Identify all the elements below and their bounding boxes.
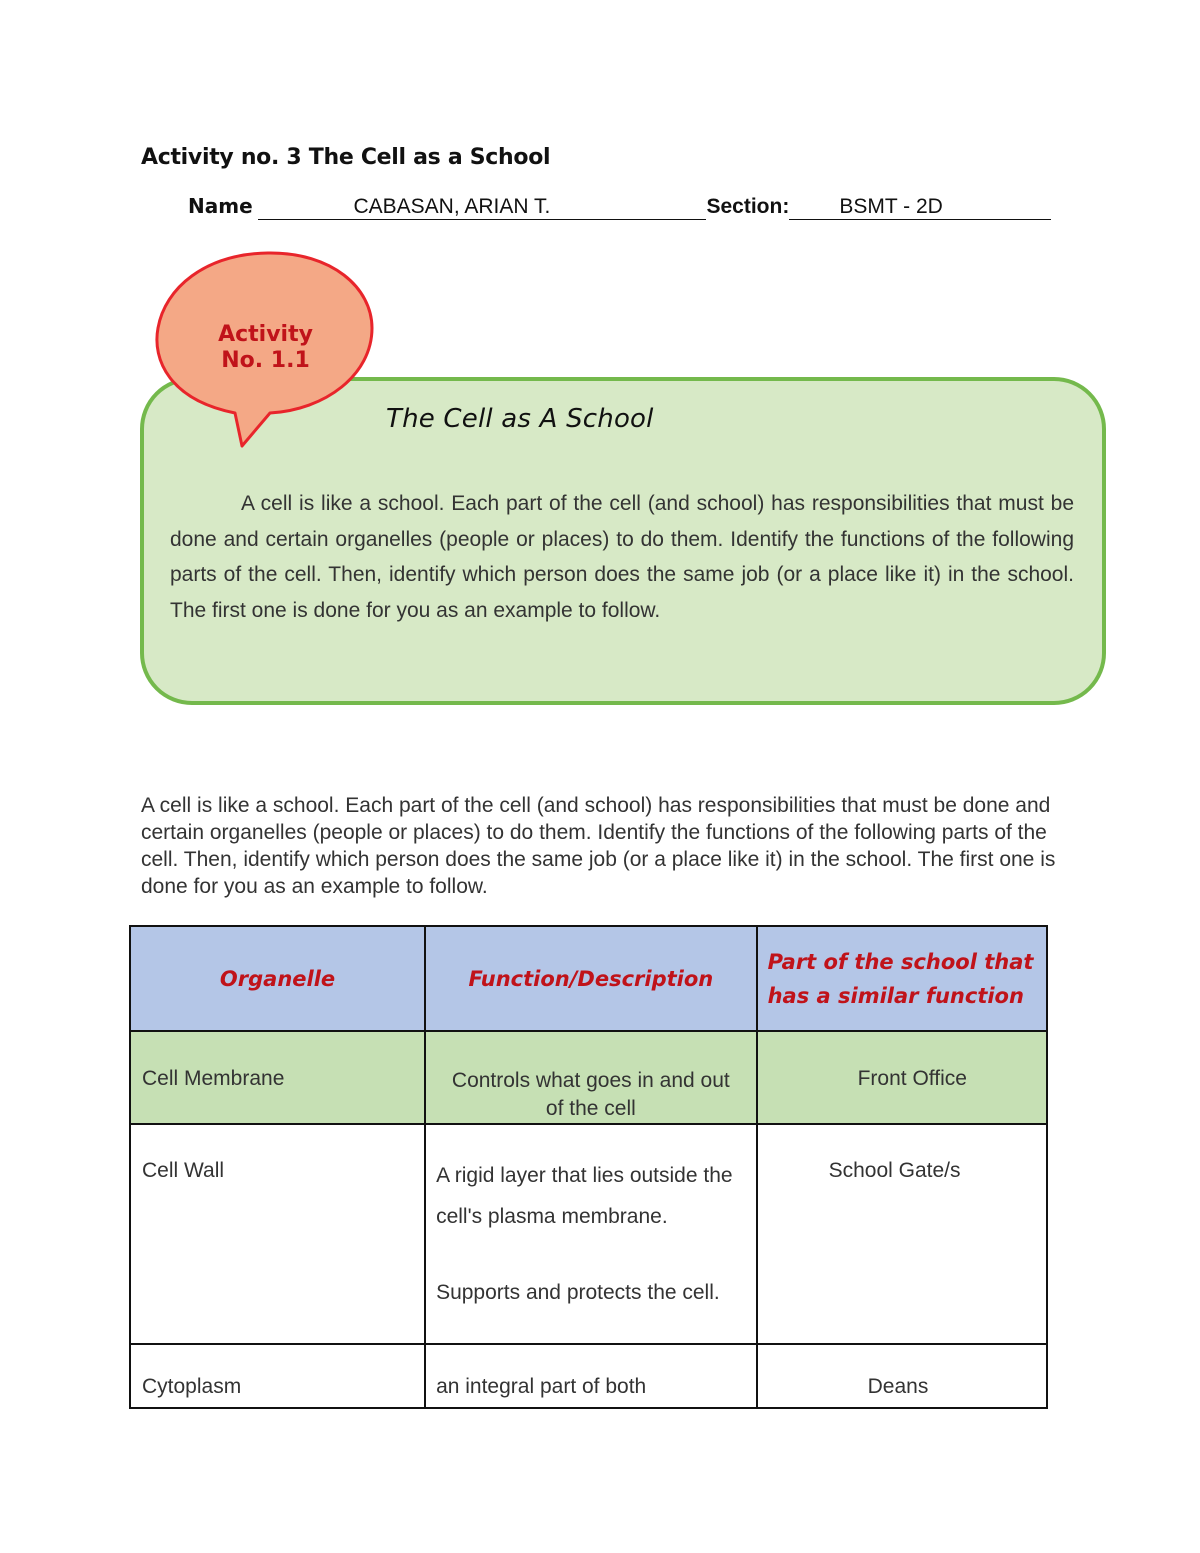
bubble-line-2: No. 1.1	[221, 348, 310, 373]
cell-organelle	[130, 1344, 425, 1408]
page-title: Activity no. 3 The Cell as a School	[141, 145, 551, 170]
function-text: Controls what goes in and out of the cell	[451, 1069, 730, 1120]
header-function	[425, 926, 757, 1031]
cell-function[interactable]	[425, 1344, 757, 1408]
activity-bubble-label	[193, 322, 338, 374]
table-row	[130, 1031, 1047, 1124]
header-organelle	[130, 926, 425, 1031]
school-part-text: School Gate/s	[828, 1159, 961, 1182]
bubble-line-1: Activity	[218, 322, 313, 347]
header-function-text: Function/Description	[468, 966, 714, 991]
name-label: Name	[188, 194, 253, 218]
table-row	[130, 1344, 1047, 1408]
box-paragraph: A cell is like a school. Each part of the cell (and school) has responsibilities that must be done and certain organelles (people or places) to do them. Identify the functions of the following parts of the cell. Then, identify which person does the same job (or a place like it) in the school. The first one is done for you as an example to follow.	[170, 492, 1074, 622]
header-organelle-text: Organelle	[219, 966, 336, 991]
organelle-text: Cell Membrane	[142, 1067, 285, 1090]
name-field[interactable]: CABASAN, ARIAN T.	[258, 195, 706, 220]
cell-function[interactable]	[425, 1031, 757, 1124]
box-heading: The Cell as A School	[386, 404, 654, 434]
function-text: an integral part of both	[436, 1375, 647, 1398]
school-part-text: Deans	[867, 1375, 929, 1398]
header-school-part	[757, 926, 1047, 1031]
function-text: A rigid layer that lies outside the cell's plasma membrane.	[436, 1164, 733, 1228]
table-header-row	[130, 926, 1047, 1031]
header-school-text: Part of the school that has a similar function	[767, 949, 1034, 1008]
cell-school-part[interactable]	[757, 1344, 1047, 1408]
organelle-text: Cytoplasm	[142, 1375, 242, 1398]
cell-function[interactable]	[425, 1124, 757, 1344]
school-part-text: Front Office	[857, 1067, 967, 1090]
table-row	[130, 1124, 1047, 1344]
organelle-table	[129, 925, 1048, 1409]
section-field[interactable]: BSMT - 2D	[789, 195, 1051, 220]
instructions-paragraph: A cell is like a school. Each part of the cell (and school) has responsibilities that must be done and certain organelles (people or places) to do them. Identify the functions of the following parts of the cell. Then, identify which person does the same job (or a place like it) in the school. The first one is done for you as an example to follow.	[141, 794, 1056, 898]
cell-school-part[interactable]	[757, 1124, 1047, 1344]
cell-organelle	[130, 1031, 425, 1124]
section-label: Section:	[706, 195, 790, 218]
name-section-line	[188, 194, 1051, 220]
function-text-2: Supports and protects the cell.	[436, 1281, 720, 1304]
cell-school-part[interactable]	[757, 1031, 1047, 1124]
cell-organelle	[130, 1124, 425, 1344]
organelle-text: Cell Wall	[142, 1159, 225, 1182]
